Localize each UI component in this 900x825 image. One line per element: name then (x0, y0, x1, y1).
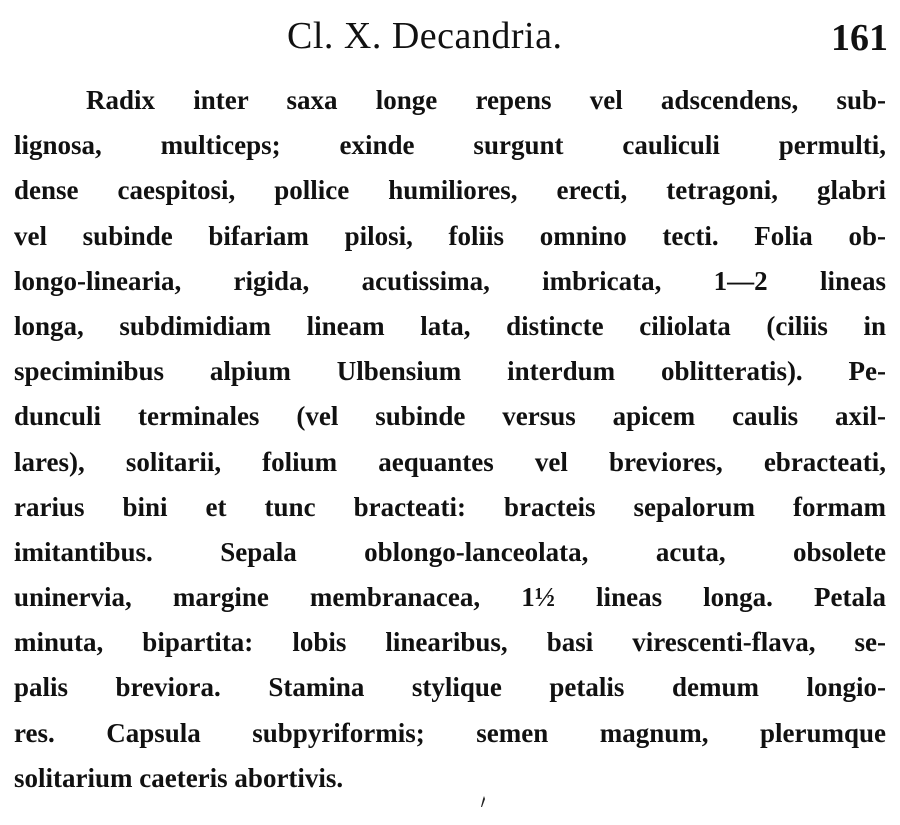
text-line: res. Capsula subpyriformis; semen magnum, plerumque (14, 717, 886, 748)
text-line: vel subinde bifariam pilosi, foliis omnino tecti. Folia ob- (14, 220, 886, 251)
text-line: Radix inter saxa longe repens vel adscendens, sub- (86, 85, 886, 115)
page-header (0, 8, 900, 68)
text-line: speciminibus alpium Ulbensium interdum oblitteratis). Pe- (14, 356, 886, 387)
ink-speck (478, 795, 488, 813)
text-line: solitarium caeteris abortivis. (14, 762, 344, 793)
text-line: minuta, bipartita: lobis linearibus, basi virescenti-flava, se- (14, 627, 886, 658)
text-line: rarius bini et tunc bracteati: bracteis sepalorum formam (14, 491, 886, 522)
text-line: dense caespitosi, pollice humiliores, erecti, tetragoni, glabri (14, 175, 886, 206)
running-title: Cl. X. Decandria. (287, 15, 563, 57)
text-line: longa, subdimidiam lineam lata, distincte ciliolata (ciliis in (14, 310, 886, 341)
page-number: 161 (831, 17, 888, 59)
text-line: longo-linearia, rigida, acutissima, imbricata, 1—2 lineas (14, 265, 886, 296)
text-line: lignosa, multiceps; exinde surgunt cauliculi permulti, (14, 130, 886, 161)
text-line: dunculi terminales (vel subinde versus apicem caulis axil- (14, 401, 886, 432)
text-line: palis breviora. Stamina stylique petalis demum longio- (14, 672, 886, 703)
body-text (14, 78, 886, 801)
text-line: uninervia, margine membranacea, 1½ lineas longa. Petala (14, 582, 886, 613)
text-line: imitantibus. Sepala oblongo-lanceolata, acuta, obsolete (14, 536, 886, 567)
text-line: lares), solitarii, folium aequantes vel breviores, ebracteati, (14, 446, 886, 477)
